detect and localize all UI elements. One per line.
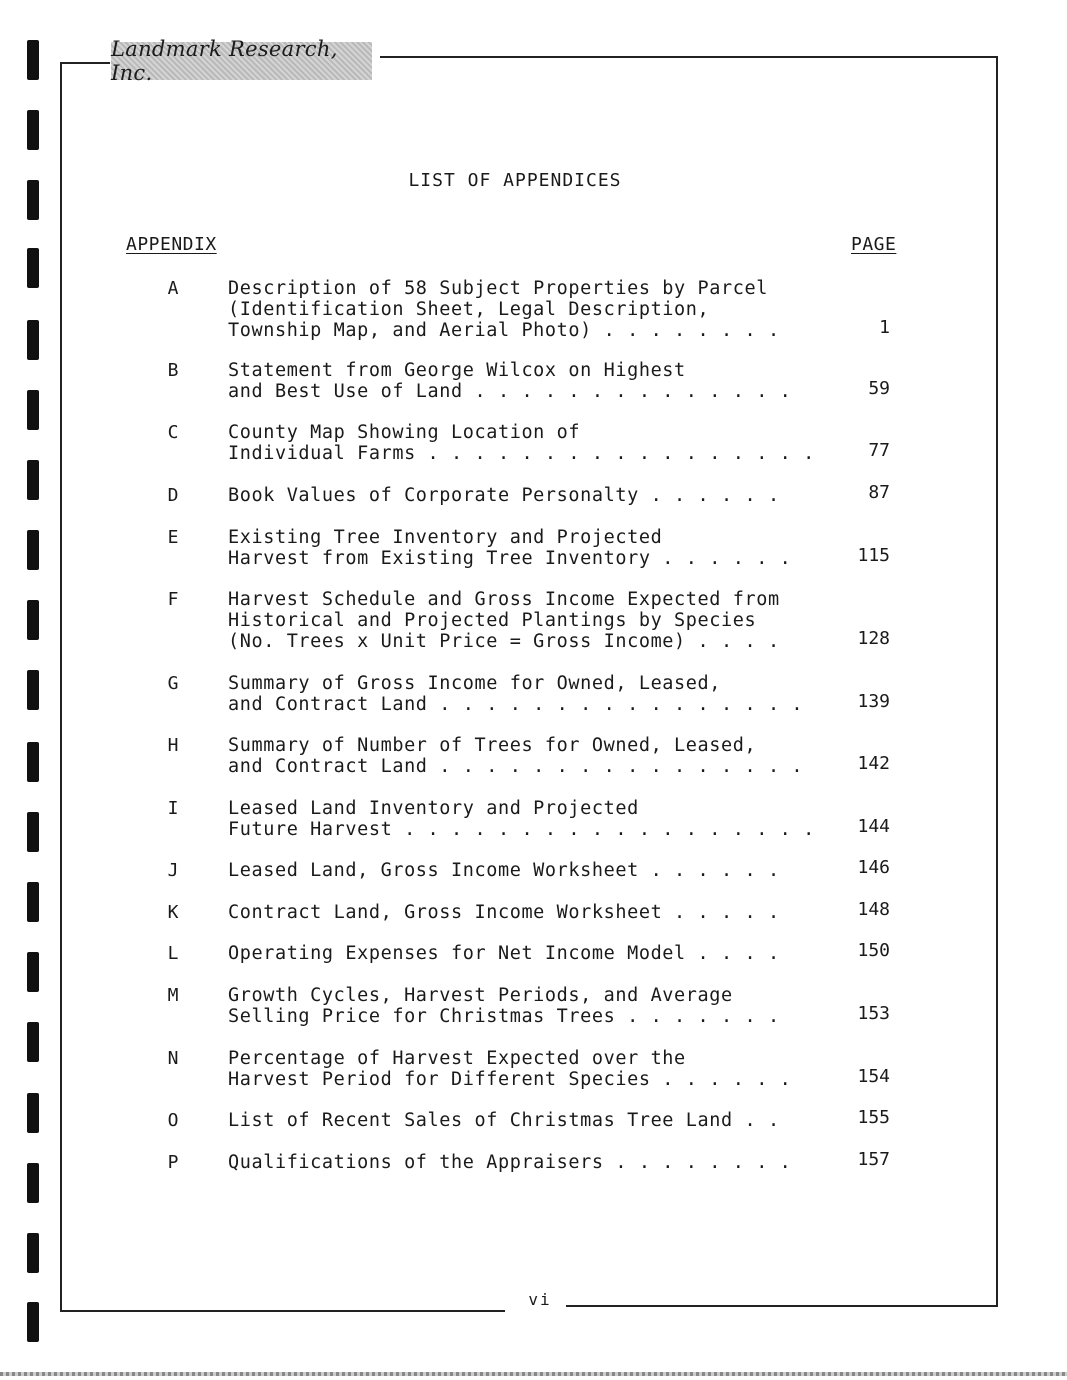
appendix-page-number: 128 — [857, 628, 890, 649]
description-line: (Identification Sheet, Legal Description, — [228, 299, 710, 320]
binding-hole — [27, 320, 39, 360]
appendix-letter: A — [167, 278, 179, 299]
binding-hole — [27, 460, 39, 500]
appendix-description — [228, 673, 828, 715]
appendix-page-number: 142 — [857, 753, 890, 774]
appendix-letter: M — [167, 985, 179, 1006]
appendix-page-number: 148 — [857, 899, 890, 920]
logo-text: Landmark Research, Inc. — [111, 37, 338, 85]
appendix-description — [228, 735, 828, 777]
description-line: Harvest Schedule and Gross Income Expected from — [228, 589, 780, 610]
frame-left — [60, 62, 62, 1312]
appendix-page-number: 157 — [857, 1149, 890, 1170]
page-title: LIST OF APPENDICES — [408, 170, 622, 191]
description-line: List of Recent Sales of Christmas Tree Land . . — [228, 1110, 780, 1131]
description-line: Township Map, and Aerial Photo) . . . . . . . . — [228, 320, 780, 341]
binding-hole — [27, 40, 39, 80]
appendix-page-number: 150 — [857, 940, 890, 961]
description-line: Operating Expenses for Net Income Model . . . . — [228, 943, 780, 964]
appendix-letter: I — [167, 798, 179, 819]
appendix-page-number: 1 — [879, 317, 890, 338]
description-line: Description of 58 Subject Properties by Parcel — [228, 278, 768, 299]
binding-hole — [27, 248, 39, 288]
appendix-description — [228, 1110, 828, 1131]
frame-bottom-right — [566, 1305, 998, 1307]
appendix-page-number: 77 — [868, 440, 890, 461]
appendix-description — [228, 527, 828, 569]
description-line: Percentage of Harvest Expected over the — [228, 1048, 686, 1069]
appendix-description — [228, 985, 828, 1027]
scan-edge — [0, 1372, 1067, 1376]
description-line: Contract Land, Gross Income Worksheet . . . . . — [228, 902, 780, 923]
description-line: Book Values of Corporate Personalty . . . . . . — [228, 485, 780, 506]
appendix-description — [228, 360, 828, 402]
appendix-description — [228, 278, 828, 341]
description-line: (No. Trees x Unit Price = Gross Income) . . . . — [228, 631, 780, 652]
description-line: Existing Tree Inventory and Projected — [228, 527, 663, 548]
appendix-description — [228, 902, 828, 923]
description-line: Leased Land Inventory and Projected — [228, 798, 639, 819]
company-logo — [111, 37, 372, 85]
appendix-page-number: 154 — [857, 1066, 890, 1087]
page-column-header: PAGE — [851, 234, 897, 255]
description-line: Historical and Projected Plantings by Species — [228, 610, 757, 631]
appendix-letter: D — [167, 485, 179, 506]
appendix-page-number: 59 — [868, 378, 890, 399]
binding-hole — [27, 742, 39, 782]
appendix-letter: H — [167, 735, 179, 756]
description-line: Leased Land, Gross Income Worksheet . . . . . . — [228, 860, 780, 881]
description-line: Individual Farms . . . . . . . . . . . . . . . . . — [228, 443, 815, 464]
description-line: and Contract Land . . . . . . . . . . . . . . . . — [228, 694, 804, 715]
appendix-letter: N — [167, 1048, 179, 1069]
appendix-description — [228, 860, 828, 881]
appendix-letter: P — [167, 1152, 179, 1173]
appendix-letter: E — [167, 527, 179, 548]
appendix-column-header: APPENDIX — [126, 234, 217, 255]
description-line: and Best Use of Land . . . . . . . . . . . . . . — [228, 381, 792, 402]
description-line: Harvest from Existing Tree Inventory . . . . . . — [228, 548, 792, 569]
appendix-page-number: 139 — [857, 691, 890, 712]
appendix-letter: G — [167, 673, 179, 694]
appendix-description — [228, 1152, 828, 1173]
appendix-letter: L — [167, 943, 179, 964]
appendix-page-number: 153 — [857, 1003, 890, 1024]
description-line: Statement from George Wilcox on Highest — [228, 360, 686, 381]
binding-hole — [27, 530, 39, 570]
binding-hole — [27, 1233, 39, 1273]
binding-hole — [27, 110, 39, 150]
frame-top-left — [60, 62, 110, 64]
frame-bottom-left — [60, 1310, 505, 1312]
page-number: vi — [528, 1290, 552, 1309]
appendix-page-number: 155 — [857, 1107, 890, 1128]
description-line: Summary of Number of Trees for Owned, Leased, — [228, 735, 757, 756]
binding-hole — [27, 670, 39, 710]
appendix-description — [228, 1048, 828, 1090]
appendix-page-number: 144 — [857, 816, 890, 837]
binding-hole — [27, 882, 39, 922]
description-line: County Map Showing Location of — [228, 422, 581, 443]
binding-hole — [27, 390, 39, 430]
appendix-description — [228, 589, 828, 652]
appendix-letter: O — [167, 1110, 179, 1131]
description-line: Qualifications of the Appraisers . . . . . . . . — [228, 1152, 792, 1173]
appendix-page-number: 115 — [857, 545, 890, 566]
description-line: Selling Price for Christmas Trees . . . . . . . — [228, 1006, 780, 1027]
description-line: Summary of Gross Income for Owned, Leased, — [228, 673, 721, 694]
frame-top-right — [380, 56, 998, 58]
binding-hole — [27, 1022, 39, 1062]
description-line: Future Harvest . . . . . . . . . . . . . . . . . . — [228, 819, 815, 840]
appendix-letter: K — [167, 902, 179, 923]
appendix-description — [228, 943, 828, 964]
binding-hole — [27, 812, 39, 852]
appendix-letter: B — [167, 360, 179, 381]
appendix-description — [228, 485, 828, 506]
description-line: Harvest Period for Different Species . . . . . . — [228, 1069, 792, 1090]
appendix-description — [228, 422, 828, 464]
binding-hole — [27, 952, 39, 992]
appendix-letter: J — [167, 860, 179, 881]
appendix-letter: F — [167, 589, 179, 610]
appendix-description — [228, 798, 828, 840]
appendix-page-number: 146 — [857, 857, 890, 878]
binding-hole — [27, 600, 39, 640]
binding-hole — [27, 1163, 39, 1203]
frame-right — [996, 56, 998, 1307]
description-line: Growth Cycles, Harvest Periods, and Average — [228, 985, 733, 1006]
description-line: and Contract Land . . . . . . . . . . . . . . . . — [228, 756, 804, 777]
binding-hole — [27, 1093, 39, 1133]
appendix-letter: C — [167, 422, 179, 443]
appendix-page-number: 87 — [868, 482, 890, 503]
binding-hole — [27, 1302, 39, 1342]
